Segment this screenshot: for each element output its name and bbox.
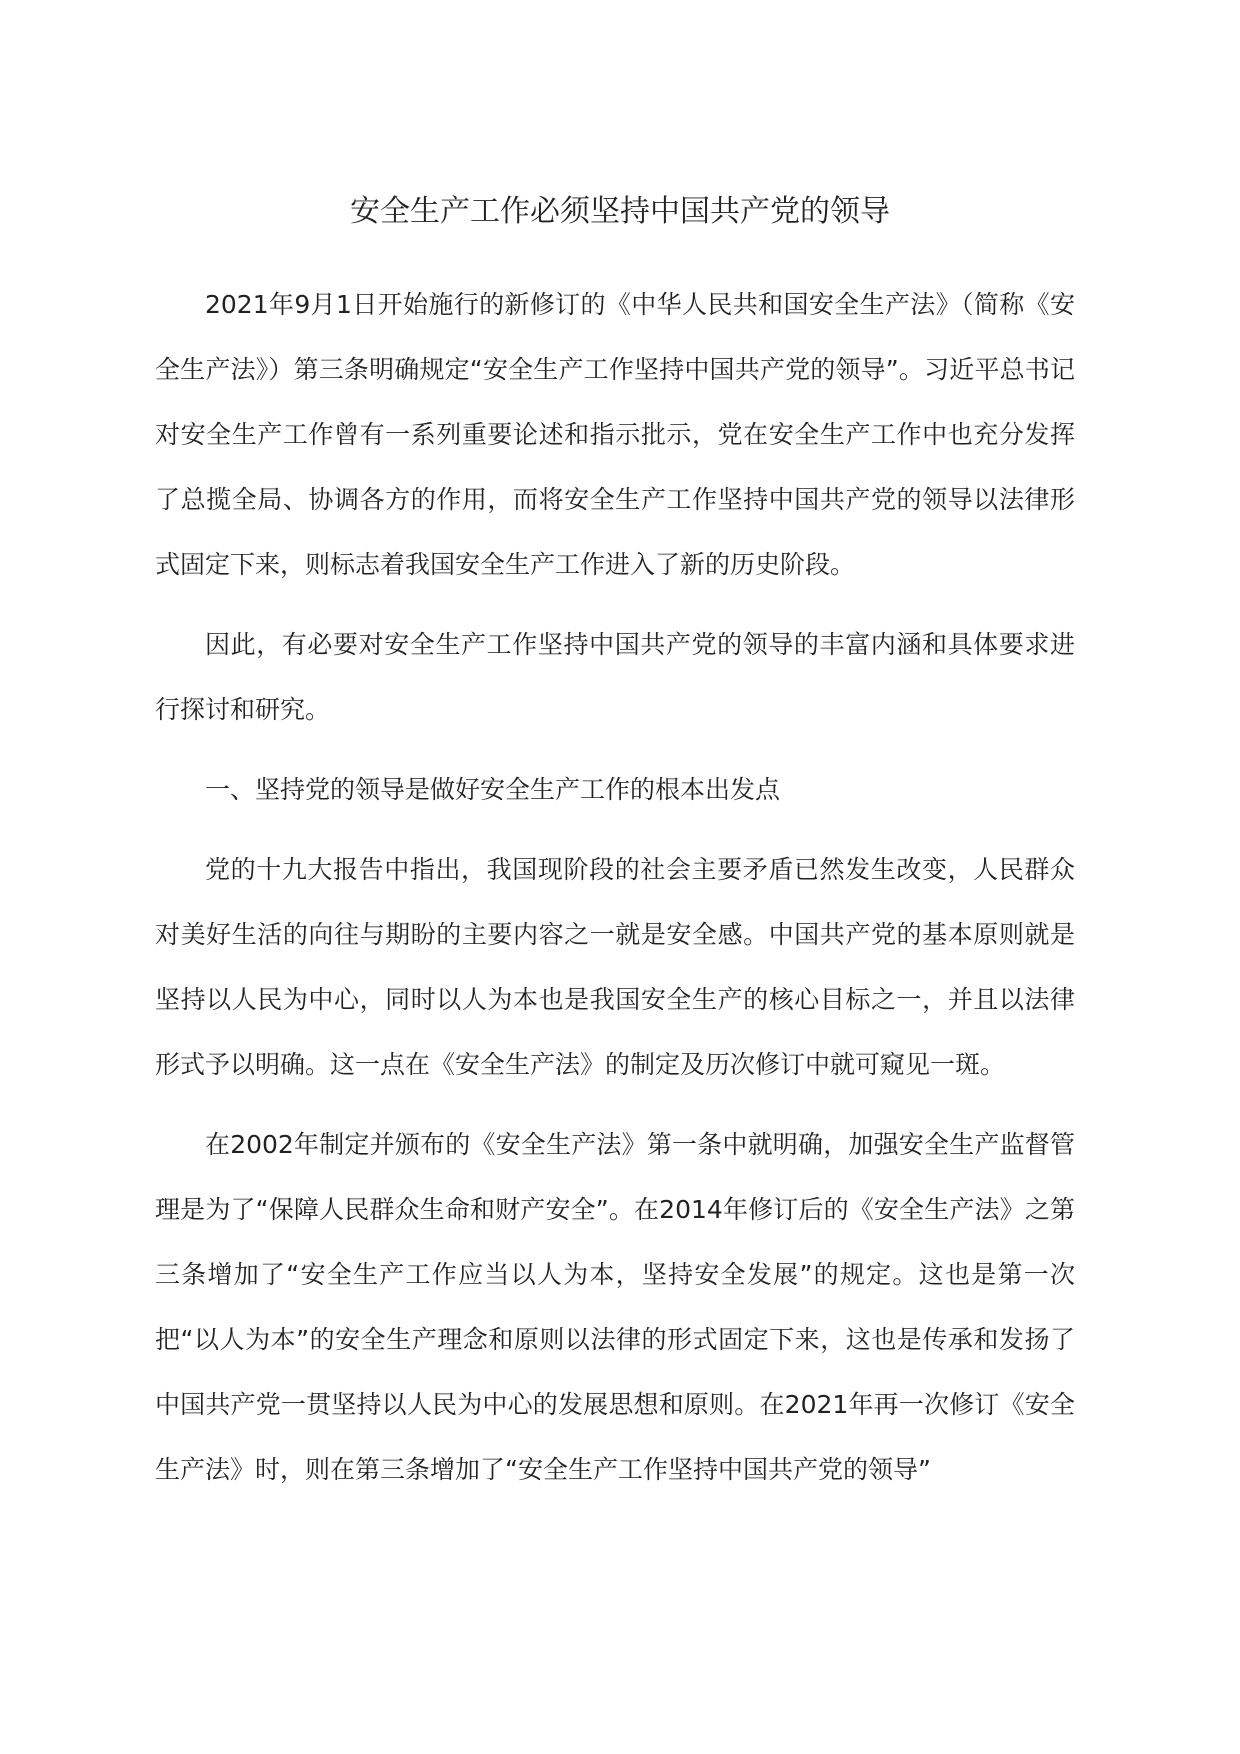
document-title: 安全生产工作必须坚持中国共产党的领导 [350,194,890,229]
paragraph-section-1-a: 党的十九大报告中指出，我国现阶段的社会主要矛盾已然发生改变，人民群众对美好生活的向往与期盼的主要内容之一就是安全感。中国共产党的基本原则就是坚持以人民为中心，同时以人为本也是我国安全生产的核心目标之一，并且以法律形式予以明确。这一点在《安全生产法》的制定及历次修订中就可窥见一斑。 [155,855,1075,1079]
section-heading-1: 一、坚持党的领导是做好安全生产工作的根本出发点 [205,775,781,804]
paragraph-purpose: 因此，有必要对安全生产工作坚持中国共产党的领导的丰富内涵和具体要求进行探讨和研究。 [155,630,1075,724]
document-body [155,272,1075,1502]
paragraph-section-1-b: 在2002年制定并颁布的《安全生产法》第一条中就明确，加强安全生产监督管理是为了“保障人民群众生命和财产安全”。在2014年修订后的《安全生产法》之第三条增加了“安全生产工作应当以人为本，坚持安全发展”的规定。这也是第一次把“以人为本”的安全生产理念和原则以法律的形式固定下来，这也是传承和发扬了中国共产党一贯坚持以人民为中心的发展思想和原则。在2021年再一次修订《安全生产法》时，则在第三条增加了“安全生产工作坚持中国共产党的领导” [155,1130,1075,1484]
paragraph-intro: 2021年9月1日开始施行的新修订的《中华人民共和国安全生产法》（简称《安全生产法》）第三条明确规定“安全生产工作坚持中国共产党的领导”。习近平总书记对安全生产工作曾有一系列重要论述和指示批示，党在安全生产工作中也充分发挥了总揽全局、协调各方的作用，而将安全生产工作坚持中国共产党的领导以法律形式固定下来，则标志着我国安全生产工作进入了新的历史阶段。 [155,290,1075,579]
